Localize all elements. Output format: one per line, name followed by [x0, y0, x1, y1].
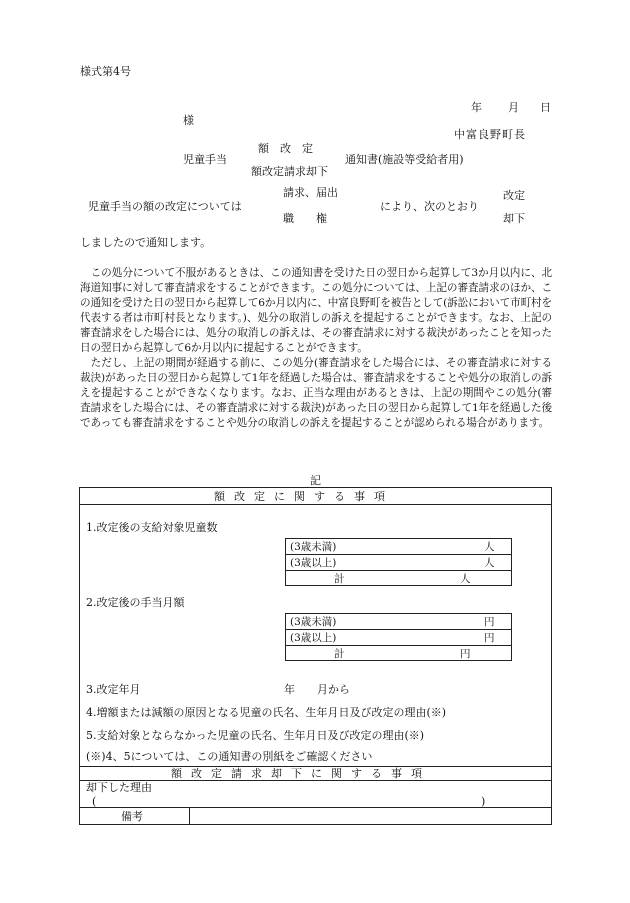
title-right: 通知書(施設等受給者用) — [345, 153, 464, 166]
asterisk-note: (※)4、5については、この通知書の別紙をご確認ください — [86, 750, 373, 763]
monthly-amount-total-unit: 円 — [460, 648, 471, 660]
remarks-divider — [189, 807, 190, 825]
title-option-rejection: 額改定請求却下 — [251, 165, 328, 178]
date-month: 月 — [508, 101, 519, 114]
item1-label: 1.改定後の支給対象児童数 — [86, 521, 218, 534]
child-count-row-divider-2 — [285, 570, 512, 571]
revision-header-divider — [79, 504, 552, 505]
addressee-suffix: 様 — [183, 114, 194, 127]
notice-text — [80, 266, 552, 431]
child-count-total-label: 計 — [334, 573, 345, 585]
issuer: 中富良野町長 — [454, 128, 526, 141]
rejection-reason-paren-close: ) — [481, 795, 486, 808]
item3-value: 年 月から — [284, 683, 350, 696]
remarks-row — [79, 807, 552, 825]
date-day: 日 — [540, 101, 551, 114]
rejection-section-header: 額改定請求却下に関する事項 — [171, 767, 431, 780]
intro-option-request: 請求、届出 — [283, 186, 338, 199]
child-count-over3-unit: 人 — [484, 557, 495, 569]
child-count-total-unit: 人 — [460, 573, 471, 585]
item2-label: 2.改定後の手当月額 — [86, 596, 185, 609]
child-count-under3-label: (3歳未満) — [290, 541, 337, 553]
monthly-amount-under3-unit: 円 — [484, 616, 495, 628]
intro-option-authority: 職 権 — [283, 212, 327, 225]
rejection-reason-label: 却下した理由 — [86, 781, 152, 794]
monthly-amount-row-divider-2 — [285, 645, 512, 646]
monthly-amount-under3-label: (3歳未満) — [290, 616, 337, 628]
monthly-amount-over3-unit: 円 — [484, 632, 495, 644]
monthly-amount-row-divider-1 — [285, 629, 512, 630]
notice-paragraph-2: ただし、上記の期間が経過する前に、この処分(審査請求をした場合には、その審査請求に対する裁決)があった日の翌日から起算して1年を経過した場合は、審査請求をすることや処分の取消しの訴えを提起することができなくなります。なお、正当な理由があるときは、上記の期間やこの処分(審査請求をした場合には、その審査請求に対する裁決)があった日の翌日から起算して1年を経過した後であっても審査請求をすることや処分の取消しの訴えを提起することが認められる場合があります。 — [80, 357, 552, 429]
intro-ending: しましたので通知します。 — [80, 236, 212, 249]
rejection-reason-paren-open: ( — [92, 795, 97, 808]
monthly-amount-total-label: 計 — [334, 648, 345, 660]
monthly-amount-over3-label: (3歳以上) — [290, 632, 337, 644]
date-year: 年 — [471, 101, 482, 114]
title-option-revision: 額 改 定 — [258, 142, 313, 155]
remarks-label: 備考 — [121, 810, 143, 823]
intro-middle: により、次のとおり — [380, 200, 479, 213]
child-count-row-divider-1 — [285, 554, 512, 555]
item5-label: 5.支給対象とならなかった児童の氏名、生年月日及び改定の理由(※) — [86, 729, 425, 742]
child-count-under3-unit: 人 — [484, 541, 495, 553]
child-count-over3-label: (3歳以上) — [290, 557, 337, 569]
item4-label: 4.増額または減額の原因となる児童の氏名、生年月日及び改定の理由(※) — [86, 706, 447, 719]
form-number: 様式第4号 — [80, 65, 131, 78]
revision-section-header: 額改定に関する事項 — [214, 490, 394, 503]
notice-paragraph-1: この処分について不服があるときは、この通知書を受けた日の翌日から起算して3か月以内に、北海道知事に対して審査請求をすることができます。この処分については、上記の審査請求のほか、この通知を受けた日の翌日から起算して6か月以内に、中富良野町を被告として(訴訟において市町村を代表する者は市町村長となります。)、処分の取消しの訴えを提起することができます。なお、上記の審査請求をした場合には、処分の取消しの訴えは、その審査請求に対する裁決があったことを知った日の翌日から起算して6か月以内に提起することができます。 — [80, 267, 552, 354]
intro-result-rejection: 却下 — [503, 212, 525, 225]
intro-result-revision: 改定 — [503, 189, 525, 202]
ki-heading: 記 — [310, 474, 321, 487]
title-left: 児童手当 — [183, 153, 227, 166]
intro-text: 児童手当の額の改定については — [88, 200, 242, 213]
item3-label: 3.改定年月 — [86, 683, 141, 696]
